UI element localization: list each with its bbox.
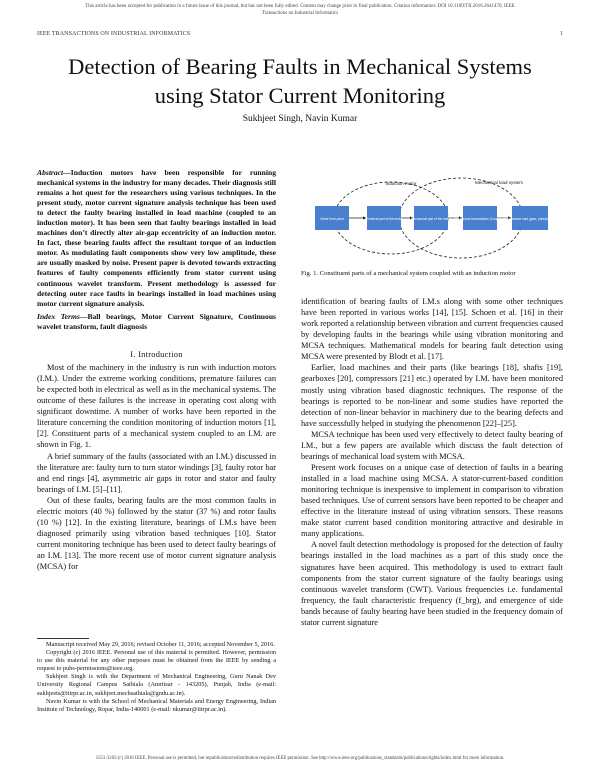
induction-motor-label: Induction motor (385, 181, 417, 186)
block-label: Mechanical part of the motor (410, 217, 452, 221)
acceptance-notice-line-1: This article has been accepted for publication in a future issue of this journal, but has not been fully edited. Content may change prior to final publication. Citation information: DOI 10.1109/TII.2016.2641470, IEEE (85, 4, 515, 9)
figure-caption: Fig. 1. Constituent parts of a mechanical system coupled with an induction motor (301, 270, 516, 277)
paragraph: A novel fault detection methodology is proposed for the detection of faulty bearings installed in the load machines as a part of this study once the signatures have been acquired. This methodology is used to extract fault components from the stator current signature of the faulty bearings using continuous wavelet transform (CWT). Various frequencies i.e. fundamental frequency, the fault characteristic frequency (f_brg), and emergence of side bands because of faulty bearing have been studied in the frequency domain of stator current signature (301, 540, 563, 627)
paragraph: Present work focuses on a unique case of detection of faults in a bearing installed in a load machine using MCSA. A stator-current-based condition monitoring technique is inexpensive to implement in comparison to vibration based techniques. Use of current sensors have been reported to be cheaper and effective in the literature instead of using vibration sensors. These reasons make stator current based condition monitoring attractive and desirable in many applications. (301, 462, 563, 539)
acceptance-notice-line-2: Transactions on Industrial Informatics (261, 11, 339, 16)
title-line-2: using Stator Current Monitoring (154, 83, 446, 108)
paragraph-continued: identification of bearing faults of I.M.s along with some other techniques have been reported in various works [14], [15]. Schoen et al. [16] in their work reported a relationship between vibration and current frequencies caused by developing faults in the bearings while using vibration monitoring and MCSA techniques. Mathematical models for bearing fault detection using MCSA were presented by Blodt et al. [17]. (301, 297, 563, 362)
block-label: Electrical part of the motor (365, 217, 403, 221)
acceptance-notice (0, 3, 600, 17)
abstract-label: Abstract (37, 168, 64, 177)
index-terms (37, 312, 276, 332)
paragraph: A brief summary of the faults (associated with an I.M.) discussed in the literature are: faulty turn to turn stator windings [3], faulty rotor bar and end rings [4], asymmetric air gaps in rotor and stator and faulty bearings of I.M. [5]–[11]. (37, 451, 276, 494)
block-label: Motor from plant (320, 217, 344, 221)
block-label: Mechanical transmission (Couplings) (453, 217, 507, 221)
running-head (37, 31, 563, 37)
title-line-1: Detection of Bearing Faults in Mechanical Systems (68, 54, 532, 79)
footnotes (37, 641, 276, 714)
section-heading: I. Introduction (130, 350, 183, 359)
abstract-text: —Induction motors have been responsible for running mechanical systems in the industry for many decades. Their diagnosis still remains a hot quest for the researchers using various techniques. In the present study, motor current signature analysis technique has been used to detect the faulty bearing installed in load machine (coupled to an induction motor). It has been seen that faulty bearings installed in load machines don’t directly alter air-gap eccentricity of an induction motor. In fact, these bearing faults affect the resultant torque of an induction motor. As modulating fault components show very low amplitude, these are usually masked by noise. Present paper is devoted towards extracting features of faulty components efficiently from stator current using continuous wavelet transform. Present methodology is assessed for detecting outer race faults in bearings installed in load machines using motor current signature analysis. (37, 168, 277, 308)
footnote-rule (37, 638, 89, 639)
footnote-author-2: Navin Kumar is with the School of Mechanical Materials and Energy Engineering, Indian Institute of Technology, Ropar, India-140001 (e-mail: nkumar@iitrpr.ac.in). (37, 697, 276, 713)
footnote-received: Manuscript received May 29, 2016; revised October 11, 2016; accepted November 5, 2016. (46, 641, 275, 648)
paragraph: Earlier, load machines and their parts (like bearings [18], shafts [19], gearboxes [20], compressors [21] etc.) operated by I.M. have been monitored mostly using vibration based diagnostic techniques. The response of the bearings is reported to be non-linear and some studies have reported the detection of non-linear behavior in machinery due to the bearing defects and have successfully helped in studying the phenomenon [22]–[25]. (301, 363, 563, 428)
paragraph: Most of the machinery in the industry is run with induction motors (I.M.). Under the extreme working conditions, premature failures can be expected both in electrical as well as in the mechanical systems. The outcome of these failures is the increase in operating cost along with significant downtime. A number of works have been reported in the literature concerning the condition monitoring of induction motors [1], [2]. Constituent parts of a mechanical system coupled to an I.M. are shown in Fig. 1. (37, 363, 276, 450)
page-number: 1 (559, 31, 563, 37)
authors: Sukhjeet Singh, Navin Kumar (242, 114, 358, 124)
copyright-footer: 1551-3203 (c) 2016 IEEE. Personal use is permitted, but republication/redistribution requires IEEE permission. See http://www.ieee.org/publications_standards/publications/rights/index.html for more information. (95, 756, 505, 761)
journal-name: IEEE TRANSACTIONS ON INDUSTRIAL INFORMATICS (37, 31, 191, 37)
left-column-body (37, 362, 276, 572)
paper-title (20, 52, 580, 110)
footnote-copyright: Copyright (c) 2016 IEEE. Personal use of this material is permitted. However, permission to use this material for any other purposes must be obtained from the IEEE by sending a request to pubs-permissions@ieee.org. (37, 649, 276, 673)
paragraph: MCSA technique has been used very effectively to detect faulty bearing of I.M., but a few papers are available which discuss the fault detection of bearings of mechanical load system with MCSA. (301, 429, 563, 461)
footnote-author-1: Sukhjeet Singh is with the Department of Mechanical Engineering, Guru Nanak Dev University Regional Campus Sathiala (Amritsar - 143205), Punjab, India (e-mail: sukhjeets@iitrpr.ac.in, sukhjeet.mechsathiala@gndu.ac.in). (37, 673, 276, 697)
block-label: Mechanical load (gear, pulleys, etc) (505, 217, 555, 221)
figure-1-diagram (301, 176, 563, 276)
mechanical-load-label: Mechanical load system (474, 180, 524, 185)
index-terms-label: Index Terms (37, 312, 80, 321)
abstract (37, 168, 276, 309)
index-terms-text: —Ball bearings, Motor Current Signature, Continuous wavelet transform, fault diagnosis (37, 312, 277, 332)
right-column-body (301, 296, 563, 628)
paragraph: Out of these faults, bearing faults are the most common faults in electric motors (40 %) followed by the stator (37 %) and rotor faults (10 %) [12]. In the existing literature, bearings of I.M.s have been diagnosed primarily using vibration based techniques [10]. Stator current monitoring technique has been used to detect faulty bearings of an I.M. [13]. The more recent use of motor current signature analysis (MCSA) for (37, 495, 276, 572)
